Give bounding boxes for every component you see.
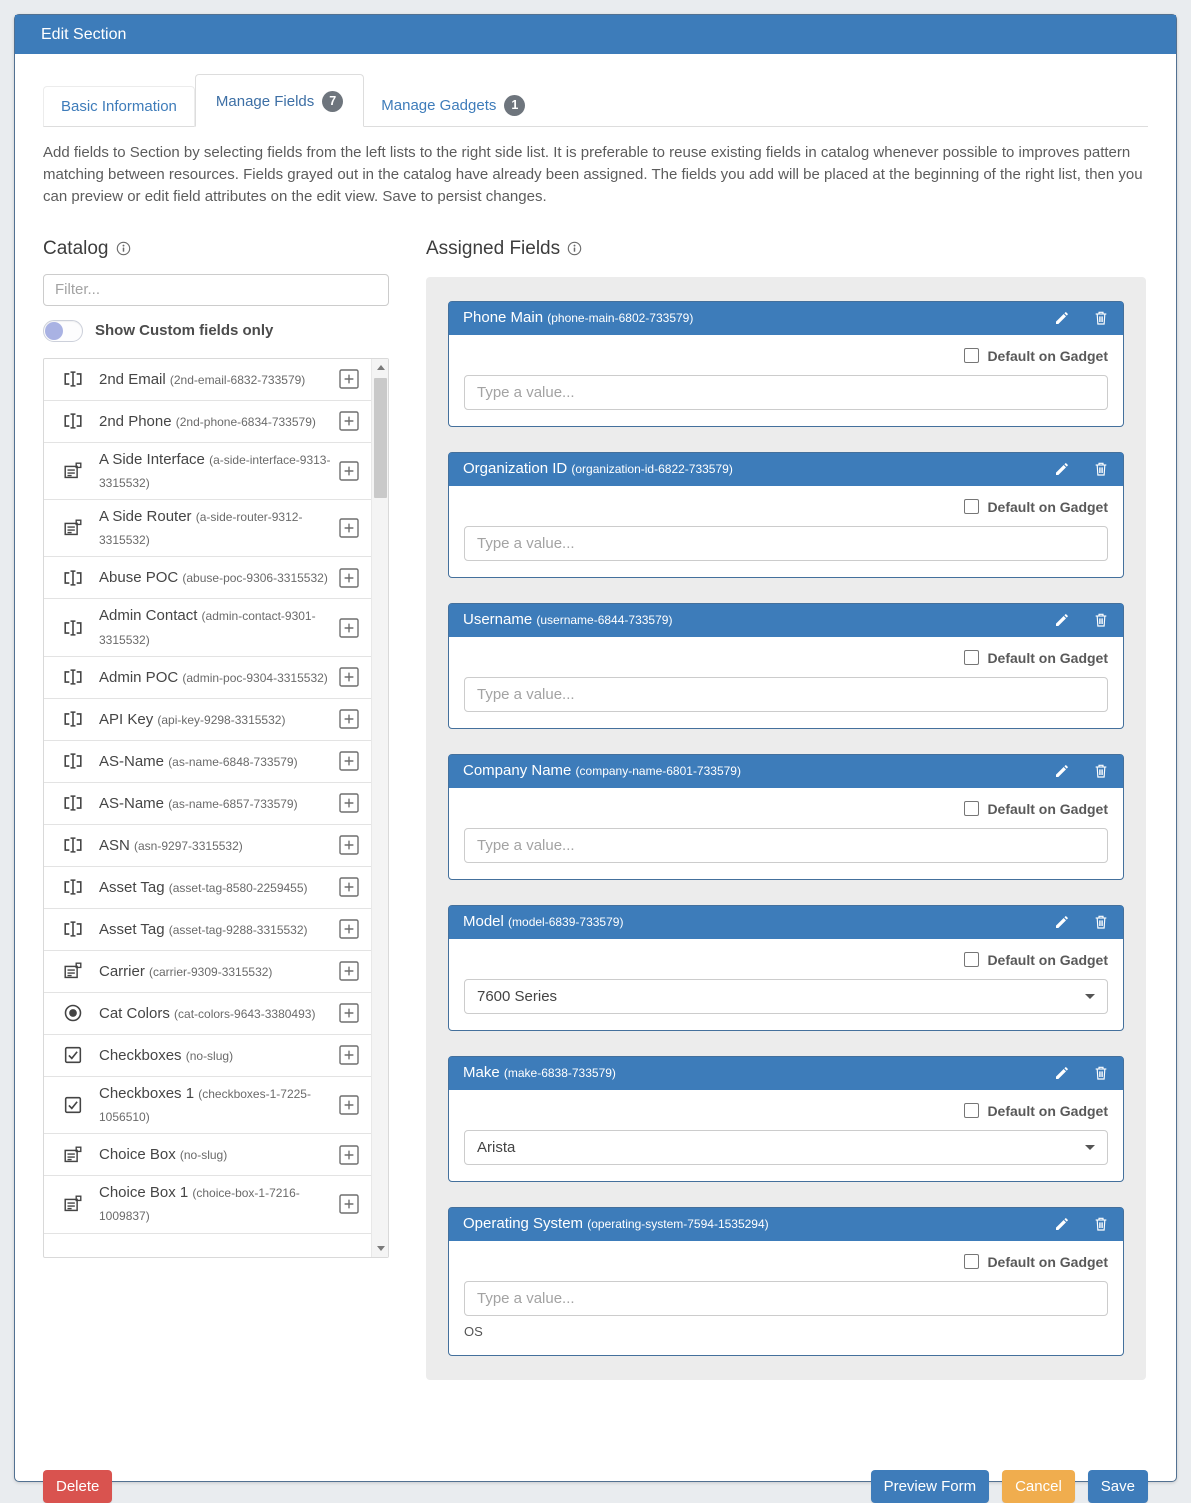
field-value-select[interactable]: [464, 1130, 1108, 1165]
radio-icon: [62, 1002, 84, 1024]
catalog-item[interactable]: [44, 867, 371, 909]
catalog-item[interactable]: [44, 1134, 371, 1176]
delete-field-icon[interactable]: [1093, 461, 1109, 477]
scroll-up-icon: [377, 365, 385, 370]
default-on-gadget-row[interactable]: [464, 1254, 1108, 1270]
text-field-icon: [62, 410, 84, 432]
scrollbar-thumb[interactable]: [374, 378, 387, 498]
text-field-icon: [62, 918, 84, 940]
add-field-button[interactable]: [339, 877, 359, 897]
assigned-field-card: [448, 905, 1124, 1031]
text-field-icon: [62, 876, 84, 898]
text-field-icon: [62, 792, 84, 814]
info-icon: [116, 241, 131, 256]
field-value-input[interactable]: [464, 828, 1108, 863]
catalog-item-slug: (abuse-poc-9306-3315532): [182, 571, 328, 586]
assigned-field-card: [448, 754, 1124, 880]
card-title: Username: [463, 611, 537, 629]
tab-label: Basic Information: [61, 98, 177, 115]
assigned-field-card-header: [449, 453, 1123, 486]
catalog-item[interactable]: [44, 1035, 371, 1077]
footer-right-actions: [871, 1470, 1148, 1503]
card-slug: (organization-id-6822-733579): [571, 462, 733, 477]
catalog-item-slug: (2nd-phone-6834-733579): [175, 414, 316, 429]
plus-icon: [339, 461, 359, 481]
field-value-input[interactable]: [464, 677, 1108, 712]
catalog-item[interactable]: [44, 825, 371, 867]
catalog-item-slug: (a-side-interface-9313-3315532): [99, 452, 331, 490]
modal-header: [15, 15, 1176, 54]
scroll-down-button[interactable]: [372, 1240, 389, 1257]
catalog-item[interactable]: [44, 1176, 371, 1233]
plus-icon: [339, 1045, 359, 1065]
assigned-field-card-header: [449, 906, 1123, 939]
text-field-icon: [62, 567, 84, 589]
plus-icon: [339, 961, 359, 981]
add-field-button[interactable]: [339, 461, 359, 481]
catalog-item[interactable]: [44, 500, 371, 557]
tab-bar: [43, 74, 1148, 127]
edit-field-icon[interactable]: [1054, 461, 1070, 477]
default-on-gadget-row[interactable]: [464, 952, 1108, 968]
assigned-field-card-body: [449, 939, 1123, 1030]
catalog-item-slug: (no-slug): [185, 1048, 234, 1063]
add-field-button[interactable]: [339, 369, 359, 389]
add-field-button[interactable]: [339, 667, 359, 687]
catalog-item-slug: (2nd-email-6832-733579): [169, 372, 306, 387]
catalog-item[interactable]: [44, 699, 371, 741]
catalog-item-slug: (choice-box-1-7216-1009837): [99, 1186, 300, 1224]
add-field-button[interactable]: [339, 751, 359, 771]
catalog-item-slug: (no-slug): [179, 1148, 228, 1163]
default-on-gadget-row[interactable]: [464, 1103, 1108, 1119]
catalog-item-name: 2nd Email: [99, 370, 170, 388]
catalog-item[interactable]: [44, 599, 371, 656]
card-slug: (phone-main-6802-733579): [547, 311, 694, 326]
add-field-button[interactable]: [339, 568, 359, 588]
default-on-gadget-label: Default on Gadget: [987, 1102, 1108, 1119]
catalog-item-name: API Key: [99, 710, 158, 728]
catalog-item[interactable]: [44, 1077, 371, 1134]
catalog-item[interactable]: [44, 443, 371, 500]
default-on-gadget-checkbox[interactable]: [964, 650, 979, 665]
plus-icon: [339, 1003, 359, 1023]
catalog-item-slug: (as-name-6848-733579): [168, 754, 298, 769]
assigned-field-card-body: [449, 486, 1123, 577]
catalog-item[interactable]: [44, 993, 371, 1035]
content-columns: [43, 238, 1148, 1380]
default-on-gadget-checkbox[interactable]: [964, 1254, 979, 1269]
plus-icon: [339, 518, 359, 538]
cancel-button[interactable]: Cancel: [1002, 1470, 1075, 1503]
plus-icon: [339, 835, 359, 855]
add-field-button[interactable]: [339, 919, 359, 939]
tab-label: Manage Gadgets: [381, 97, 497, 114]
add-field-button[interactable]: [339, 1095, 359, 1115]
catalog-item-name: AS-Name: [99, 794, 169, 812]
catalog-item-name: Asset Tag: [99, 878, 169, 896]
plus-icon: [339, 1194, 359, 1214]
default-on-gadget-label: Default on Gadget: [987, 1253, 1108, 1270]
modal-body: [15, 74, 1176, 1503]
default-on-gadget-row[interactable]: [464, 499, 1108, 515]
choice-box-icon: [62, 1144, 84, 1166]
selected-value: 7600 Series: [477, 987, 558, 1005]
plus-icon: [339, 411, 359, 431]
delete-field-icon[interactable]: [1093, 1065, 1109, 1081]
assigned-field-card-body: [449, 335, 1123, 426]
plus-icon: [339, 369, 359, 389]
choice-box-icon: [62, 1193, 84, 1215]
catalog-item-name: ASN: [99, 836, 135, 854]
toggle-row: [43, 320, 389, 342]
assigned-field-card-body: [449, 788, 1123, 879]
preview-form-button[interactable]: Preview Form: [871, 1470, 990, 1503]
choice-box-icon: [62, 960, 84, 982]
catalog-item-name: Abuse POC: [99, 569, 183, 587]
text-field-icon: [62, 834, 84, 856]
add-field-button[interactable]: [339, 411, 359, 431]
catalog-item-slug: (a-side-router-9312-3315532): [99, 510, 303, 548]
add-field-button[interactable]: [339, 709, 359, 729]
plus-icon: [339, 618, 359, 638]
text-field-icon: [62, 708, 84, 730]
checkbox-icon: [62, 1044, 84, 1066]
delete-button[interactable]: Delete: [43, 1470, 112, 1503]
edit-field-icon[interactable]: [1054, 1065, 1070, 1081]
tab-manage-gadgets[interactable]: [364, 84, 542, 127]
catalog-item-slug: (api-key-9298-3315532): [157, 712, 286, 727]
assigned-field-card-body: [449, 637, 1123, 728]
footer-actions: [43, 1470, 1148, 1503]
field-value-select[interactable]: [464, 979, 1108, 1014]
catalog-item[interactable]: [44, 401, 371, 443]
edit-field-icon[interactable]: [1054, 1216, 1070, 1232]
default-on-gadget-row[interactable]: [464, 650, 1108, 666]
catalog-item-name: Admin POC: [99, 668, 183, 686]
default-on-gadget-label: Default on Gadget: [987, 498, 1108, 515]
assigned-field-card: [448, 1056, 1124, 1182]
scroll-up-button[interactable]: [372, 359, 389, 376]
card-title: Model: [463, 913, 509, 931]
delete-field-icon[interactable]: [1093, 612, 1109, 628]
choice-box-icon: [62, 460, 84, 482]
assigned-field-card-header: [449, 604, 1123, 637]
field-helper-text: OS: [464, 1323, 483, 1339]
text-field-icon: [62, 666, 84, 688]
catalog-item-name: Choice Box: [99, 1146, 180, 1164]
card-title: Phone Main: [463, 309, 548, 327]
add-field-button[interactable]: [339, 835, 359, 855]
catalog-item-name: Checkboxes: [99, 1046, 186, 1064]
assigned-field-card-header: [449, 1057, 1123, 1090]
catalog-item-slug: (carrier-9309-3315532): [149, 964, 273, 979]
edit-section-modal: [14, 14, 1177, 1495]
catalog-item[interactable]: [44, 783, 371, 825]
field-value-input[interactable]: [464, 526, 1108, 561]
catalog-item-name: Carrier: [99, 962, 150, 980]
assigned-field-card: [448, 603, 1124, 729]
toggle-knob: [45, 322, 63, 340]
edit-field-icon[interactable]: [1054, 763, 1070, 779]
plus-icon: [339, 709, 359, 729]
catalog-item-name: Admin Contact: [99, 607, 202, 625]
catalog-item[interactable]: [44, 909, 371, 951]
tab-label: Manage Fields: [215, 93, 315, 110]
add-field-button[interactable]: [339, 961, 359, 981]
catalog-item-name: Choice Box 1: [99, 1184, 193, 1202]
plus-icon: [339, 751, 359, 771]
catalog-item-slug: (cat-colors-9643-3380493): [174, 1006, 316, 1021]
default-on-gadget-label: Default on Gadget: [987, 649, 1108, 666]
text-field-icon: [62, 368, 84, 390]
edit-field-icon[interactable]: [1054, 914, 1070, 930]
catalog-title-text: Catalog: [43, 237, 109, 259]
card-slug: (username-6844-733579): [536, 613, 673, 628]
catalog-item-name: 2nd Phone: [99, 412, 176, 430]
selected-value: Arista: [477, 1138, 516, 1156]
add-field-button[interactable]: [339, 1145, 359, 1165]
catalog-item-slug: (as-name-6857-733579): [168, 796, 298, 811]
assigned-field-card: [448, 301, 1124, 427]
default-on-gadget-checkbox[interactable]: [964, 952, 979, 967]
add-field-button[interactable]: [339, 1194, 359, 1214]
card-title: Operating System: [463, 1215, 588, 1233]
tab-basic-information[interactable]: [43, 86, 195, 127]
default-on-gadget-row[interactable]: [464, 348, 1108, 364]
catalog-item-name: Cat Colors: [99, 1004, 175, 1022]
catalog-column: [43, 238, 389, 1380]
default-on-gadget-row[interactable]: [464, 801, 1108, 817]
catalog-item-name: Asset Tag: [99, 920, 169, 938]
custom-fields-toggle[interactable]: [43, 320, 83, 342]
catalog-item-name: AS-Name: [99, 752, 169, 770]
default-on-gadget-label: Default on Gadget: [987, 800, 1108, 817]
assigned-field-card-body: [449, 1241, 1123, 1355]
catalog-item-slug: (admin-poc-9304-3315532): [182, 670, 328, 685]
catalog-item-slug: (asset-tag-8580-2259455): [168, 880, 308, 895]
catalog-scrollbar[interactable]: [371, 359, 388, 1257]
default-on-gadget-checkbox[interactable]: [964, 499, 979, 514]
card-title: Organization ID: [463, 460, 572, 478]
add-field-button[interactable]: [339, 1003, 359, 1023]
default-on-gadget-label: Default on Gadget: [987, 347, 1108, 364]
card-slug: (operating-system-7594-1535294): [587, 1217, 769, 1232]
plus-icon: [339, 877, 359, 897]
modal-title: Edit Section: [41, 25, 127, 43]
plus-icon: [339, 1095, 359, 1115]
default-on-gadget-checkbox[interactable]: [964, 801, 979, 816]
catalog-item[interactable]: [44, 657, 371, 699]
assigned-field-card: [448, 452, 1124, 578]
catalog-item-slug: (asn-9297-3315532): [134, 838, 243, 853]
card-slug: (model-6839-733579): [508, 915, 624, 930]
chevron-down-icon: [1085, 1145, 1095, 1150]
info-icon: [567, 241, 582, 256]
add-field-button[interactable]: [339, 1045, 359, 1065]
assigned-fields-title-text: Assigned Fields: [426, 237, 561, 259]
assigned-field-card-body: [449, 1090, 1123, 1181]
catalog-title: [43, 238, 389, 260]
plus-icon: [339, 667, 359, 687]
edit-field-icon[interactable]: [1054, 310, 1070, 326]
add-field-button[interactable]: [339, 518, 359, 538]
edit-field-icon[interactable]: [1054, 612, 1070, 628]
default-on-gadget-label: Default on Gadget: [987, 951, 1108, 968]
text-field-icon: [62, 750, 84, 772]
checkbox-icon: [62, 1094, 84, 1116]
delete-field-icon[interactable]: [1093, 763, 1109, 779]
chevron-down-icon: [1085, 994, 1095, 999]
card-title: Company Name: [463, 762, 576, 780]
card-title: Make: [463, 1064, 504, 1082]
catalog-list: [43, 358, 389, 1258]
catalog-item-slug: (asset-tag-9288-3315532): [168, 922, 308, 937]
catalog-item[interactable]: [44, 951, 371, 993]
manage-fields-count-badge: 7: [322, 91, 343, 112]
catalog-item[interactable]: [44, 557, 371, 599]
plus-icon: [339, 1145, 359, 1165]
assigned-field-card-header: [449, 1208, 1123, 1241]
custom-fields-toggle-label: Show Custom fields only: [95, 322, 274, 340]
field-value-input[interactable]: [464, 375, 1108, 410]
catalog-item-slug: (checkboxes-1-7225-1056510): [99, 1086, 311, 1124]
catalog-item-name: A Side Interface: [99, 450, 210, 468]
delete-field-icon[interactable]: [1093, 310, 1109, 326]
tab-manage-fields[interactable]: [195, 74, 364, 127]
scroll-down-icon: [377, 1246, 385, 1251]
delete-field-icon[interactable]: [1093, 914, 1109, 930]
choice-box-icon: [62, 517, 84, 539]
catalog-item-name: A Side Router: [99, 508, 196, 526]
save-button[interactable]: Save: [1088, 1470, 1148, 1503]
field-value-input[interactable]: [464, 1281, 1108, 1316]
manage-gadgets-count-badge: 1: [504, 95, 525, 116]
assigned-field-card-header: [449, 302, 1123, 335]
assigned-fields-title: [426, 238, 1146, 260]
default-on-gadget-checkbox[interactable]: [964, 348, 979, 363]
card-slug: (make-6838-733579): [503, 1066, 616, 1081]
add-field-button[interactable]: [339, 793, 359, 813]
card-slug: (company-name-6801-733579): [575, 764, 741, 779]
description-text: Add fields to Section by selecting fields from the left lists to the right side list. It is preferable to reuse existing fields in catalog whenever possible to improves pattern matching between resources. Fields grayed out in the catalog have already been assigned. The fields you add will be placed at the beginning of the right list, then you can preview or edit field attributes on the edit view. Save to persist changes.: [43, 144, 1143, 205]
assigned-fields-column: [426, 238, 1146, 1380]
plus-icon: [339, 568, 359, 588]
plus-icon: [339, 919, 359, 939]
delete-field-icon[interactable]: [1093, 1216, 1109, 1232]
filter-input[interactable]: [43, 274, 389, 306]
default-on-gadget-checkbox[interactable]: [964, 1103, 979, 1118]
plus-icon: [339, 793, 359, 813]
assigned-fields-panel: [426, 277, 1146, 1380]
catalog-item[interactable]: [44, 359, 371, 401]
assigned-field-card-header: [449, 755, 1123, 788]
assigned-field-card: [448, 1207, 1124, 1356]
catalog-item-slug: (admin-contact-9301-3315532): [99, 609, 316, 647]
text-field-icon: [62, 617, 84, 639]
catalog-item-name: Checkboxes 1: [99, 1084, 199, 1102]
add-field-button[interactable]: [339, 618, 359, 638]
catalog-item[interactable]: [44, 741, 371, 783]
